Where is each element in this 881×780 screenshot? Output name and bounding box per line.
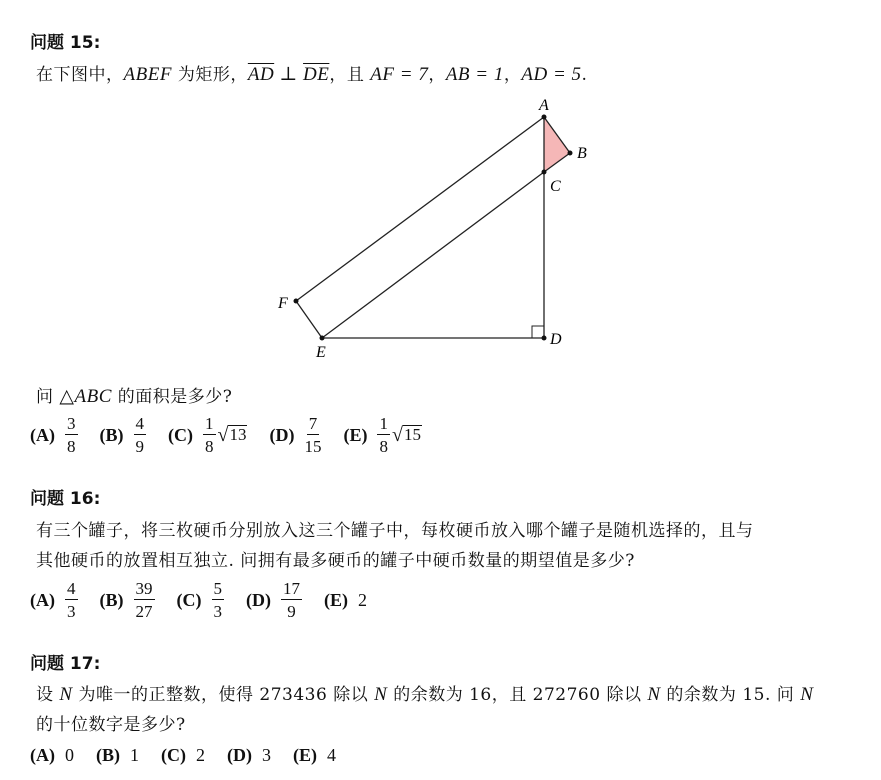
fraction: $\frac{1}{8}$ <box>205 414 214 456</box>
segment-ec <box>322 172 544 338</box>
label-c: C <box>550 178 561 195</box>
q16-line2: 其他硬币的放置相互独立. 问拥有最多硬币的罐子中硬币数量的期望值是多少? <box>36 551 635 571</box>
fraction: $\frac{7}{15}$ <box>304 414 322 456</box>
segment-de: $\overline{DE}$ <box>303 64 330 85</box>
q16-line1: 有三个罐子，将三枚硬币分别放入这三个罐子中，每枚硬币放入哪个罐子是随机选择的，且与 <box>36 521 754 541</box>
q16-options <box>30 580 389 620</box>
q16-option-b[interactable]: (B) $\frac{39}{27}$ <box>99 579 153 621</box>
segment-ad: $\overline{AD}$ <box>247 64 275 85</box>
q16-option-d[interactable]: (D) $\frac{17}{9}$ <box>246 579 300 621</box>
q17-option-e[interactable]: (E) 4 <box>293 745 336 765</box>
label-e: E <box>316 344 326 361</box>
right-angle-mark <box>532 326 544 338</box>
point-c <box>542 170 547 175</box>
q17-option-d[interactable]: (D) 3 <box>227 745 271 765</box>
q17-option-a[interactable]: (A) 0 <box>30 745 74 765</box>
q16-option-e[interactable]: (E) 2 <box>324 589 367 610</box>
q15-option-e[interactable]: (E) $\frac{1}{8}$ √ 15 <box>343 414 421 456</box>
q15-statement: 在下图中，ABEF 为矩形，$\overline{AD}$ ⊥ $\overline{DE}$，且 AF = 7，AB = 1，AD = 5. <box>36 64 588 85</box>
triangle-abc-shaded <box>544 117 570 172</box>
segment-af <box>296 117 544 301</box>
label-a: A <box>539 97 549 114</box>
geometry-figure <box>0 0 881 380</box>
label-b: B <box>577 145 587 162</box>
point-e <box>320 336 325 341</box>
q16-option-a[interactable]: (A) $\frac{4}{3}$ <box>30 579 76 621</box>
fraction: $\frac{4}{3}$ <box>67 579 76 621</box>
q17-option-c[interactable]: (C) 2 <box>161 745 205 765</box>
square-root: √ 15 <box>391 424 421 446</box>
label-d: D <box>550 331 562 348</box>
q15-option-b[interactable]: (B) $\frac{4}{9}$ <box>99 414 144 456</box>
q15-question: 问 △ABC 的面积是多少? <box>36 386 233 407</box>
q17-options <box>30 745 358 766</box>
segment-fe <box>296 301 322 338</box>
q17-heading: 问题 17: <box>30 654 101 674</box>
q17-option-b[interactable]: (B) 1 <box>96 745 139 765</box>
point-a <box>542 115 547 120</box>
fraction: $\frac{39}{27}$ <box>135 579 153 621</box>
q15-options <box>30 415 444 455</box>
q17-line2: 的十位数字是多少? <box>36 715 186 735</box>
fraction: $\frac{5}{3}$ <box>213 579 222 621</box>
q17-line1: 设 N 为唯一的正整数，使得 273436 除以 N 的余数为 16，且 272760 除以 N 的余数为 15. 问 N <box>36 684 814 705</box>
label-f: F <box>278 295 288 312</box>
q15-option-c[interactable]: (C) $\frac{1}{8}$ √ 13 <box>168 414 247 456</box>
q16-heading: 问题 16: <box>30 489 101 509</box>
q15-heading: 问题 15: <box>30 33 101 53</box>
fraction: $\frac{17}{9}$ <box>283 579 300 621</box>
q15-option-a[interactable]: (A) $\frac{3}{8}$ <box>30 414 76 456</box>
radical-sign-icon: √ <box>217 424 229 446</box>
fraction: $\frac{4}{9}$ <box>135 414 144 456</box>
fraction: $\frac{1}{8}$ <box>379 414 388 456</box>
radical-sign-icon: √ <box>391 424 403 446</box>
q16-option-c[interactable]: (C) $\frac{5}{3}$ <box>176 579 222 621</box>
square-root: √ 13 <box>217 424 247 446</box>
fraction: $\frac{3}{8}$ <box>67 414 76 456</box>
q15-option-d[interactable]: (D) $\frac{7}{15}$ <box>269 414 322 456</box>
point-b <box>568 151 573 156</box>
point-d <box>542 336 547 341</box>
point-f <box>294 299 299 304</box>
